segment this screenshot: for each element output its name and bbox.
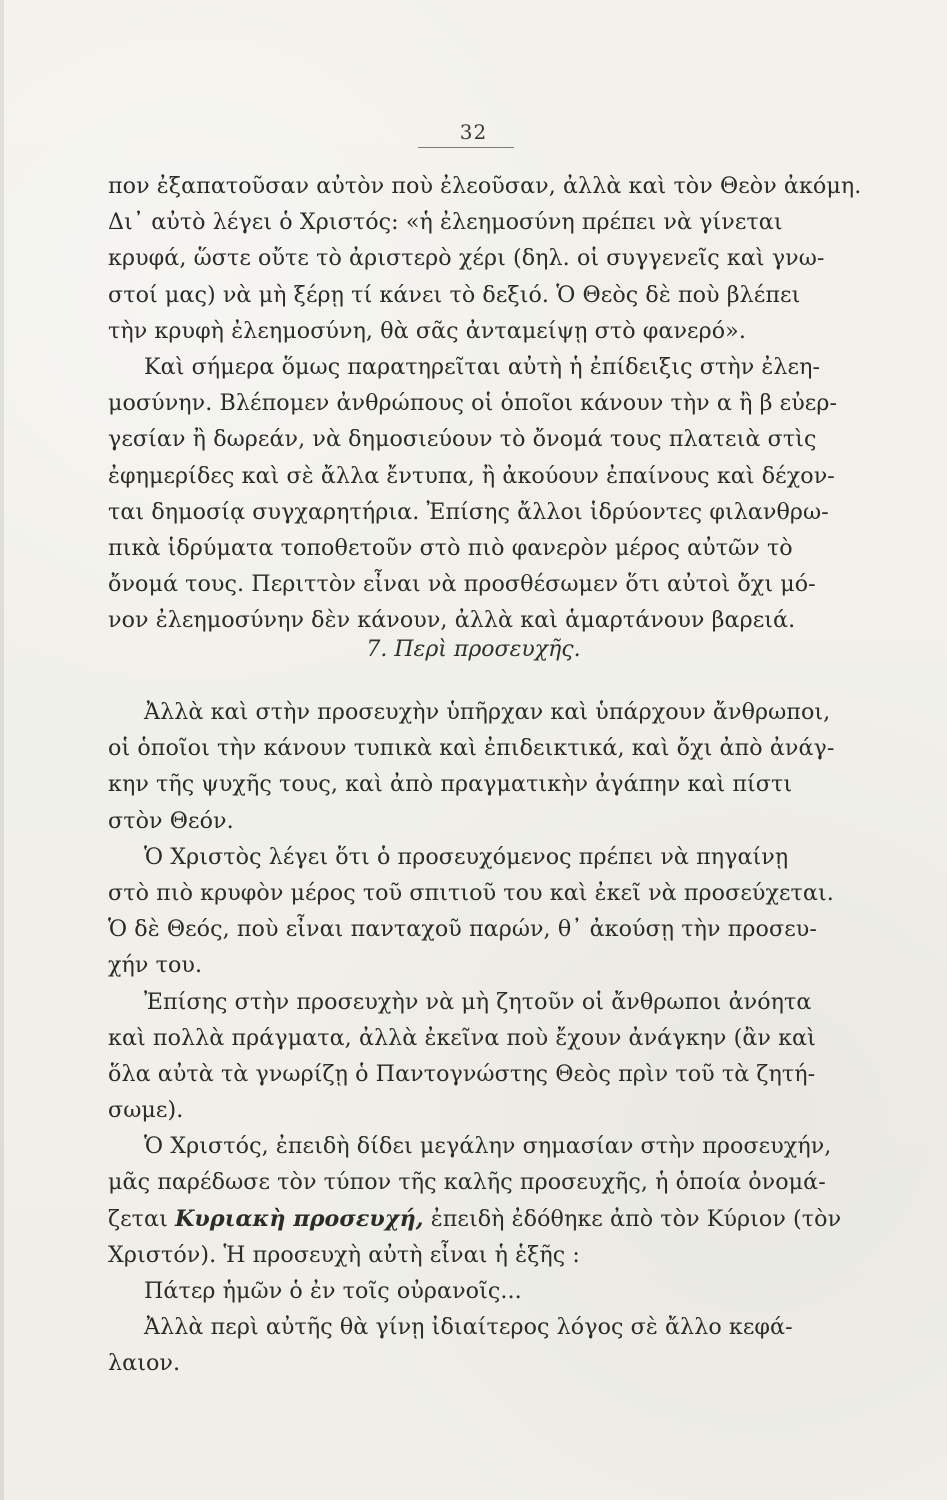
text-line: λαιον.: [108, 1350, 181, 1377]
text-line: κην τῆς ψυχῆς τους, καὶ ἀπὸ πραγματικὴν ἀγάπην καὶ πίστι: [108, 771, 793, 798]
text-line: νον ἐλεημοσύνην δὲν κάνουν, ἀλλὰ καὶ ἁμαρτάνουν βαρειά.: [108, 607, 796, 634]
text-line: Χριστόν). Ἡ προσευχὴ αὐτὴ εἶναι ἡ ἑξῆς :: [108, 1241, 580, 1268]
text-line: ται δημοσίᾳ συγχαρητήρια. Ἐπίσης ἄλλοι ἱδρύοντες φιλανθρω-: [108, 498, 829, 525]
special-line-suffix: ἐπειδὴ ἐδόθηκε ἀπὸ τὸν Κύριον (τὸν: [423, 1205, 842, 1232]
text-line: οἱ ὁποῖοι τὴν κάνουν τυπικὰ καὶ ἐπιδεικτικά, καὶ ὄχι ἀπὸ ἀνάγ-: [108, 735, 835, 762]
text-line: Πάτερ ἡμῶν ὁ ἐν τοῖς οὐρανοῖς...: [144, 1278, 522, 1304]
special-line-emphasis: Κυριακὴ προσευχή,: [175, 1205, 424, 1232]
text-line: στὸν Θεόν.: [108, 807, 234, 834]
text-line: τὴν κρυφὴ ἐλεημοσύνη, θὰ σᾶς ἀνταμείψῃ στὸ φανερό».: [108, 317, 746, 344]
text-line: Ὁ Χριστὸς λέγει ὅτι ὁ προσευχόμενος πρέπει νὰ πηγαίνῃ: [144, 843, 789, 870]
text-line: στοί μας) νὰ μὴ ξέρῃ τί κάνει τὸ δεξιό. Ὁ Θεὸς δὲ ποὺ βλέπει: [108, 281, 801, 308]
text-line: πον ἐξαπατοῦσαν αὐτὸν ποὺ ἐλεοῦσαν, ἀλλὰ καὶ τὸν Θεὸν ἀκόμη.: [108, 173, 862, 199]
page-number-rule: [418, 147, 514, 148]
text-line: γεσίαν ἢ δωρεάν, νὰ δημοσιεύουν τὸ ὄνομά τους πλατειὰ στὶς: [108, 426, 817, 453]
text-line: χήν του.: [108, 952, 203, 979]
text-line: Ὁ δὲ Θεός, ποὺ εἶναι πανταχοῦ παρών, θ᾽ ἀκούσῃ τὴν προσευ-: [108, 916, 817, 943]
bottom-text-block: [108, 694, 842, 1382]
section-title: 7. Περὶ προσευχῆς.: [366, 637, 581, 662]
text-line: μοσύνην. Βλέπομεν ἀνθρώπους οἱ ὁποῖοι κάνουν τὴν α ἢ β εὐερ-: [108, 390, 838, 417]
text-line: Ἐπίσης στὴν προσευχὴν νὰ μὴ ζητοῦν οἱ ἄνθρωποι ἀνόητα: [144, 988, 812, 1015]
top-text-block: [108, 168, 862, 638]
text-line: Καὶ σήμερα ὅμως παρατηρεῖται αὐτὴ ἡ ἐπίδειξις στὴν ἐλεη-: [144, 353, 821, 380]
text-line: Δι᾽ αὐτὸ λέγει ὁ Χριστός: «ἡ ἐλεημοσύνη πρέπει νὰ γίνεται: [108, 209, 783, 236]
text-line: Ὁ Χριστός, ἐπειδὴ δίδει μεγάλην σημασίαν στὴν προσευχήν,: [144, 1133, 832, 1160]
text-line: ὅλα αὐτὰ τὰ γνωρίζῃ ὁ Παντογνώστης Θεὸς πρὶν τοῦ τὰ ζητή-: [108, 1060, 816, 1087]
text-line: ἐφημερίδες καὶ σὲ ἄλλα ἔντυπα, ἢ ἀκούουν ἐπαίνους καὶ δέχον-: [108, 462, 835, 489]
special-line-prefix: ζεται: [108, 1205, 176, 1232]
text-line: κρυφά, ὥστε οὔτε τὸ ἀριστερὸ χέρι (δηλ. οἱ συγγενεῖς καὶ γνω-: [108, 245, 825, 272]
text-line: Ἀλλὰ καὶ στὴν προσευχὴν ὑπῆρχαν καὶ ὑπάρχουν ἄνθρωποι,: [144, 699, 831, 725]
text-line: ὄνομά τους. Περιττὸν εἶναι νὰ προσθέσωμεν ὅτι αὐτοὶ ὄχι μό-: [108, 571, 816, 598]
text-line: πικὰ ἱδρύματα τοποθετοῦν στὸ πιὸ φανερὸν μέρος αὐτῶν τὸ: [108, 534, 793, 561]
text-line: Ἀλλὰ περὶ αὐτῆς θὰ γίνῃ ἰδιαίτερος λόγος σὲ ἄλλο κεφά-: [144, 1314, 793, 1341]
text-line: σωμε).: [108, 1097, 184, 1124]
text-line: μᾶς παρέδωσε τὸν τύπον τῆς καλῆς προσευχῆς, ἡ ὁποία ὀνομά-: [108, 1169, 826, 1196]
text-line: καὶ πολλὰ πράγματα, ἀλλὰ ἐκεῖνα ποὺ ἔχουν ἀνάγκην (ἂν καὶ: [108, 1024, 816, 1051]
text-line: στὸ πιὸ κρυφὸν μέρος τοῦ σπιτιοῦ του καὶ ἐκεῖ νὰ προσεύχεται.: [108, 879, 834, 906]
page-number: 32: [459, 120, 488, 144]
special-text-line: [108, 1201, 842, 1237]
